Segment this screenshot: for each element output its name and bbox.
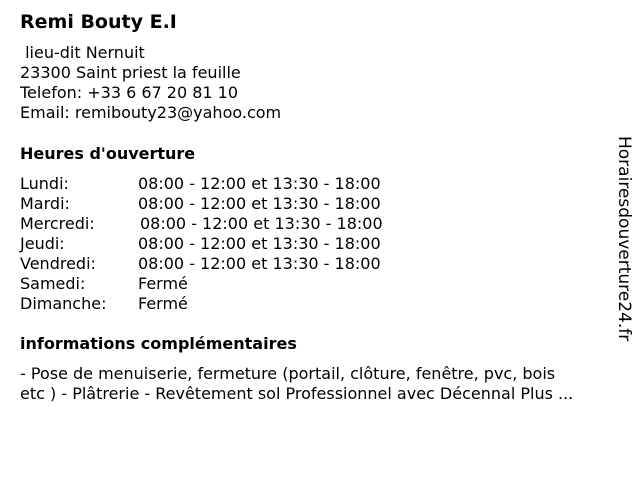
time-value: 08:00 - 12:00 et 13:30 - 18:00	[138, 234, 381, 253]
time-value: 08:00 - 12:00 et 13:30 - 18:00	[138, 254, 381, 273]
opening-hours-heading: Heures d'ouverture	[20, 144, 196, 163]
hours-row-wednesday	[20, 214, 440, 234]
day-label: Mercredi:	[20, 214, 95, 233]
info-line: etc ) - Plâtrerie - Revêtement sol Professionnel avec Décennal Plus ...	[20, 384, 574, 403]
business-name: Remi Bouty E.I	[20, 11, 177, 33]
time-value: 08:00 - 12:00 et 13:30 - 18:00	[138, 174, 381, 193]
additional-info-heading: informations complémentaires	[20, 334, 297, 353]
day-label: Mardi:	[20, 194, 70, 213]
hours-row-sunday	[20, 294, 440, 314]
time-value: 08:00 - 12:00 et 13:30 - 18:00	[140, 214, 383, 233]
opening-hours-table	[20, 174, 440, 314]
day-label: Vendredi:	[20, 254, 96, 273]
phone-number: Telefon: +33 6 67 20 81 10	[20, 83, 239, 102]
hours-row-saturday	[20, 274, 440, 294]
day-label: Dimanche:	[20, 294, 107, 313]
contact-block	[20, 43, 281, 123]
info-line: - Pose de menuiserie, fermeture (portail, clôture, fenêtre, pvc, bois	[20, 364, 556, 383]
time-value: Fermé	[138, 294, 188, 313]
time-value: 08:00 - 12:00 et 13:30 - 18:00	[138, 194, 381, 213]
email-address: Email: remibouty23@yahoo.com	[20, 103, 282, 122]
address-city: 23300 Saint priest la feuille	[20, 63, 241, 82]
day-label: Samedi:	[20, 274, 86, 293]
day-label: Jeudi:	[20, 234, 65, 253]
site-watermark: Horairesdouverture24.fr	[614, 136, 634, 342]
additional-info-text	[20, 364, 632, 404]
hours-row-friday	[20, 254, 440, 274]
day-label: Lundi:	[20, 174, 69, 193]
hours-row-monday	[20, 174, 440, 194]
address-street: lieu-dit Nernuit	[20, 43, 145, 62]
hours-row-thursday	[20, 234, 440, 254]
time-value: Fermé	[138, 274, 188, 293]
hours-row-tuesday	[20, 194, 440, 214]
